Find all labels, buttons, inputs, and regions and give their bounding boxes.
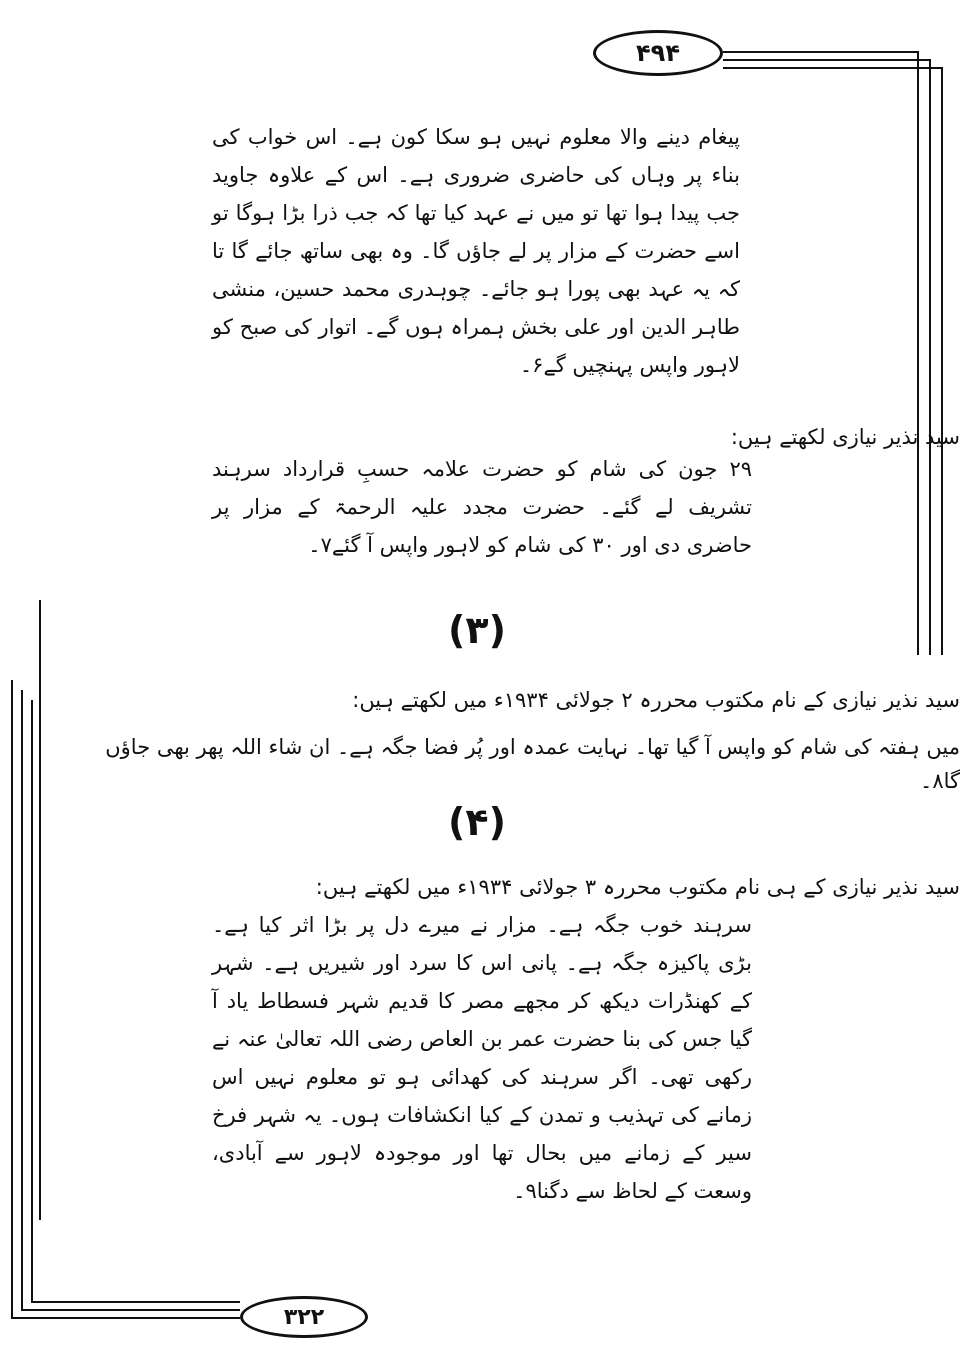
paragraph-dream-message: پیغام دینے والا معلوم نہیں ہو سکا کون ہے۔ اس خواب کی بناء پر وہاں کی حاضری ضروری ہے۔ اس کے علاوہ جاوید جب پیدا ہوا تھا تو میں نے عہد کیا تھا کہ جب ذرا بڑا ہوگا تو اسے حضرت کے مزار پر لے جاؤں گا۔ وہ بھی ساتھ جائے گا تا کہ یہ عہد بھی پورا ہو جائے۔ چوہدری محمد حسین، منشی طاہر الدین اور علی بخش ہمراہ ہوں گے۔ اتوار کی صبح کو لاہور واپس پہنچیں گے۶۔ — [212, 125, 740, 377]
intro-letter-3-july: سید نذیر نیازی کے ہی نام مکتوب محررہ ۳ جولائی ۱۹۳۴ء میں لکھتے ہیں: — [315, 875, 960, 899]
page-number-top: ۴۹۴ — [593, 30, 723, 76]
page-number-bottom: ۳۲۲ — [240, 1296, 368, 1338]
quote-sirhind-visit: ۲۹ جون کی شام کو حضرت علامہ حسبِ قرارداد سرہند تشریف لے گئے۔ حضرت مجدد علیہ الرحمۃ کے مزار پر حاضری دی اور ۳۰ کی شام کو لاہور واپس آ گئے۷۔ — [212, 457, 752, 557]
intro-niazi-1: سید نذیر نیازی لکھتے ہیں: — [730, 425, 960, 449]
quote-letter-3-july: سرہند خوب جگہ ہے۔ مزار نے میرے دل پر بڑا اثر کیا ہے۔ بڑی پاکیزہ جگہ ہے۔ پانی اس کا سرد اور شیریں ہے۔ شہر کے کھنڈرات دیکھ کر مجھے مصر کا قدیم شہر فسطاط یاد آ گیا جس کی بنا حضرت عمر بن العاص رضی اللہ تعالیٰ عنہ نے رکھی تھی۔ اگر سرہند کی کھدائی ہو تو معلوم نہیں اس زمانے کی تہذیب و تمدن کے کیا انکشافات ہوں۔ یہ شہر فرخ سیر کے زمانے میں بحال تھا اور موجودہ لاہور سے آبادی، وسعت کے لحاظ سے دگنا۹۔ — [212, 913, 752, 1203]
quote-letter-2-july: میں ہفتہ کی شام کو واپس آ گیا تھا۔ نہایت عمدہ اور پُر فضا جگہ ہے۔ ان شاء اللہ پھر بھی جاؤں گا۸۔ — [105, 735, 960, 793]
section-heading-3: (۳) — [448, 608, 506, 652]
section-heading-4: (۴) — [448, 800, 506, 844]
intro-letter-2-july: سید نذیر نیازی کے نام مکتوب محررہ ۲ جولائی ۱۹۳۴ء میں لکھتے ہیں: — [352, 688, 960, 712]
